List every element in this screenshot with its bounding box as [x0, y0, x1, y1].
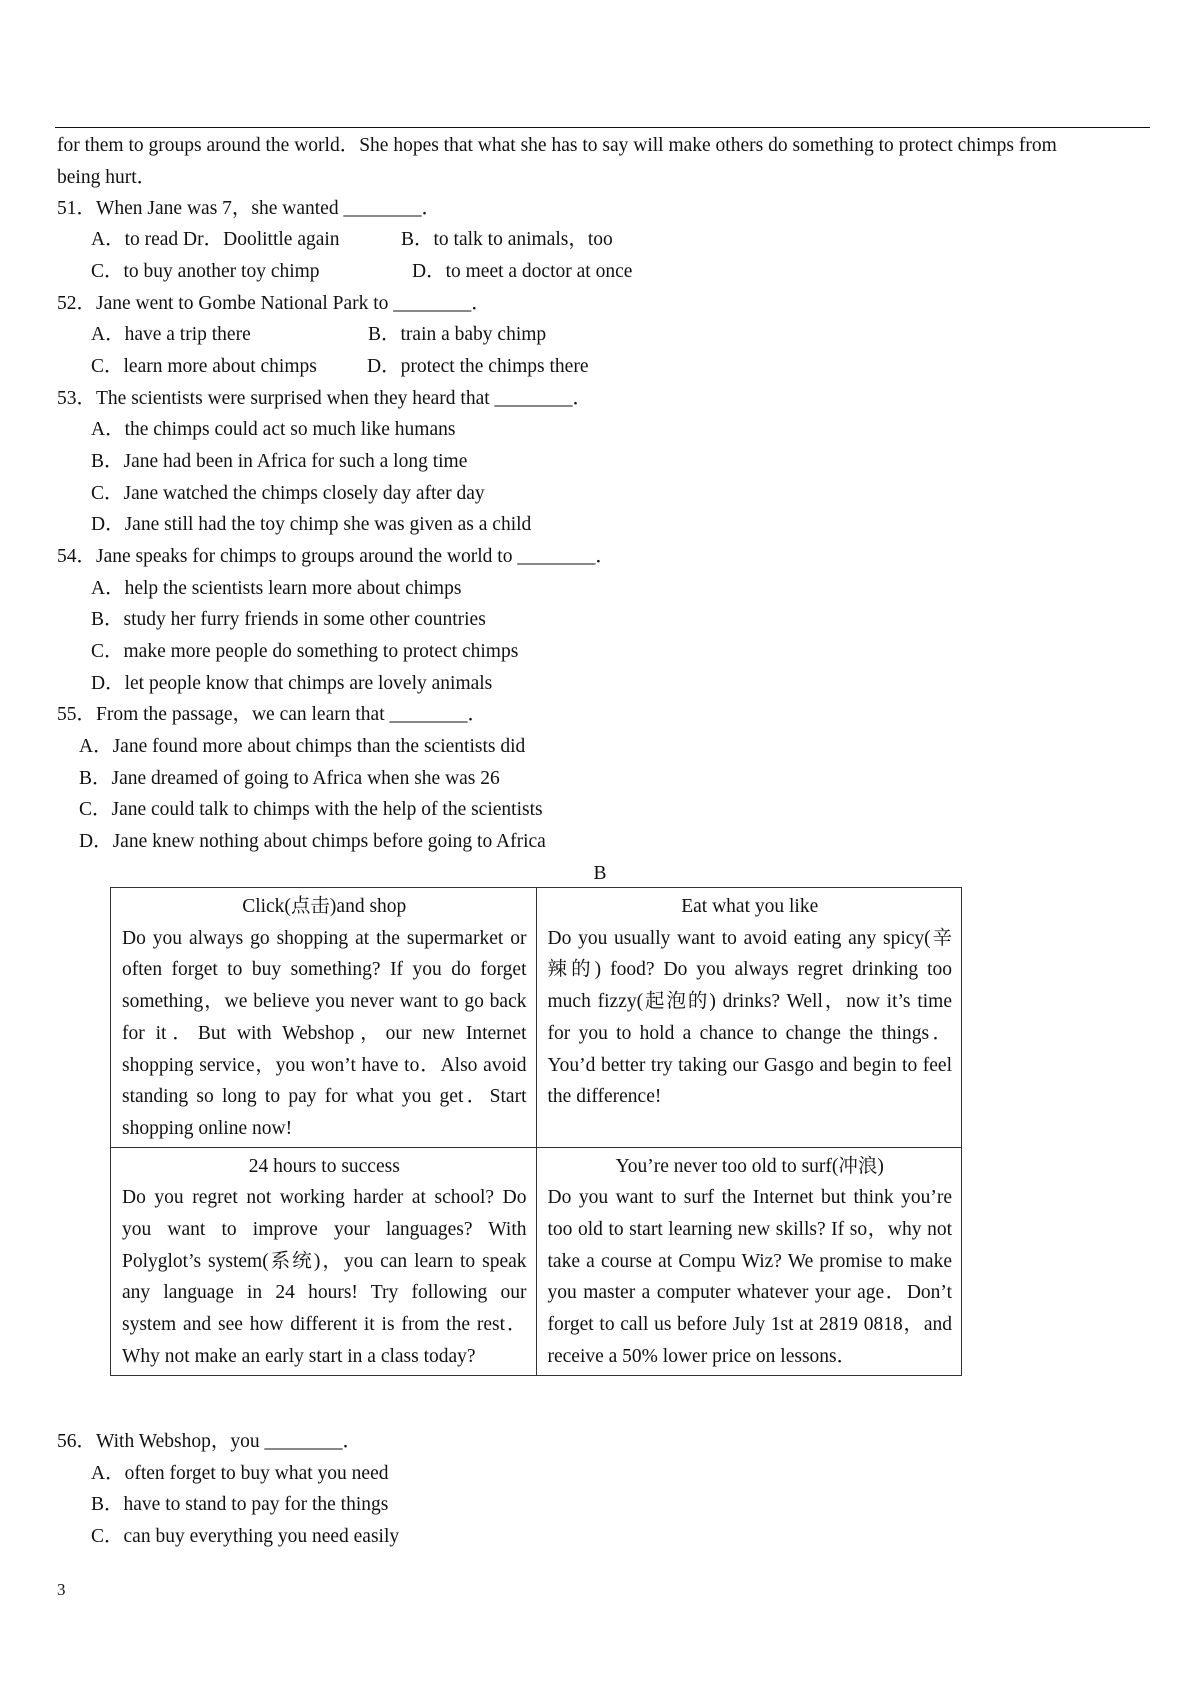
ad-gasgo: [536, 888, 962, 1148]
ad-title: Click(点击)and shop: [242, 896, 407, 917]
question-55-option-c: C．Jane could talk to chimps with the help of the scientists: [79, 799, 543, 820]
question-54-option-c: C．make more people do something to protect chimps: [91, 641, 519, 662]
question-55-stem: 55．From the passage，we can learn that ________．: [57, 704, 487, 725]
question-52-option-c: C．learn more about chimps: [91, 356, 317, 377]
question-53-option-b: B．Jane had been in Africa for such a long time: [91, 451, 468, 472]
question-54-stem: 54．Jane speaks for chimps to groups around the world to ________．: [57, 546, 615, 567]
question-56-option-c: C．can buy everything you need easily: [91, 1526, 400, 1547]
ad-title: 24 hours to success: [248, 1155, 400, 1177]
question-54-option-d: D．let people know that chimps are lovely animals: [91, 673, 493, 694]
question-52-option-d: D．protect the chimps there: [367, 356, 589, 377]
question-51-option-a: A．to read Dr．Doolittle again: [91, 229, 340, 250]
question-53-option-c: C．Jane watched the chimps closely day after day: [91, 483, 485, 504]
ad-body: Do you always go shopping at the supermarket or often forget to buy something? If you do forget something，we believe you never want to go back for it．But with Webshop，our new Internet shopping service，you won’t have to．Also avoid standing so long to pay for what you get．Start shopping online now!: [122, 927, 527, 1139]
ad-body: Do you regret not working harder at school? Do you want to improve your languages? With Polyglot’s system(系统)，you can learn to speak any language in 24 hours! Try following our system and see how different it is from the rest．Why not make an early start in a class today?: [122, 1187, 527, 1367]
ad-compu-wiz: [536, 1147, 962, 1375]
question-55-option-d: D．Jane knew nothing about chimps before going to Africa: [79, 831, 546, 852]
question-51-option-b: B．to talk to animals，too: [401, 229, 613, 250]
ads-row-2: [111, 1147, 962, 1375]
question-51-option-d: D．to meet a doctor at once: [412, 261, 633, 282]
ad-body: Do you want to surf the Internet but think you’re too old to start learning new skills? If so，why not take a course at Compu Wiz? We promise to make you master a computer whatever your age．Don’t forget to call us before July 1st at 2819 0818，and receive a 50% lower price on lessons．: [547, 1187, 952, 1367]
question-55-option-b: B．Jane dreamed of going to Africa when she was 26: [79, 768, 500, 789]
ad-polyglot: [111, 1147, 537, 1375]
ad-body: Do you usually want to avoid eating any spicy(辛辣的) food? Do you always regret drinking too much fizzy(起泡的) drinks? Well，now it’s time for you to hold a chance to change the things．You’d better try taking our Gasgo and begin to feel the difference!: [547, 927, 952, 1108]
question-53-stem: 53．The scientists were surprised when they heard that ________．: [57, 388, 593, 409]
question-52-option-b: B．train a baby chimp: [368, 324, 547, 345]
intro-text-line-1: for them to groups around the world．She hopes that what she has to say will make others do something to protect chimps from: [57, 135, 1057, 156]
question-51-stem: 51．When Jane was 7，she wanted ________．: [57, 198, 441, 219]
header-rule: [55, 127, 1150, 128]
question-56-option-b: B．have to stand to pay for the things: [91, 1494, 389, 1515]
question-55-option-a: A．Jane found more about chimps than the scientists did: [79, 736, 526, 757]
ad-title: Eat what you like: [681, 896, 819, 917]
ad-webshop: [111, 888, 537, 1148]
question-56-stem: 56．With Webshop，you ________．: [57, 1431, 362, 1452]
question-53-option-d: D．Jane still had the toy chimp she was given as a child: [91, 514, 532, 535]
ads-row-1: [111, 888, 962, 1148]
question-52-stem: 52．Jane went to Gombe National Park to ________．: [57, 293, 491, 314]
ad-title: You’re never too old to surf(冲浪): [615, 1155, 884, 1177]
question-53-option-a: A．the chimps could act so much like humans: [91, 419, 456, 440]
page-number: 3: [57, 1580, 66, 1599]
question-51-option-c: C．to buy another toy chimp: [91, 261, 320, 282]
intro-text-line-2: being hurt．: [57, 167, 157, 188]
question-54-option-a: A．help the scientists learn more about chimps: [91, 578, 462, 599]
section-label: B: [593, 863, 607, 884]
ads-table: [110, 887, 962, 1376]
question-52-option-a: A．have a trip there: [91, 324, 251, 345]
question-54-option-b: B．study her furry friends in some other countries: [91, 609, 486, 630]
question-56-option-a: A．often forget to buy what you need: [91, 1463, 389, 1484]
